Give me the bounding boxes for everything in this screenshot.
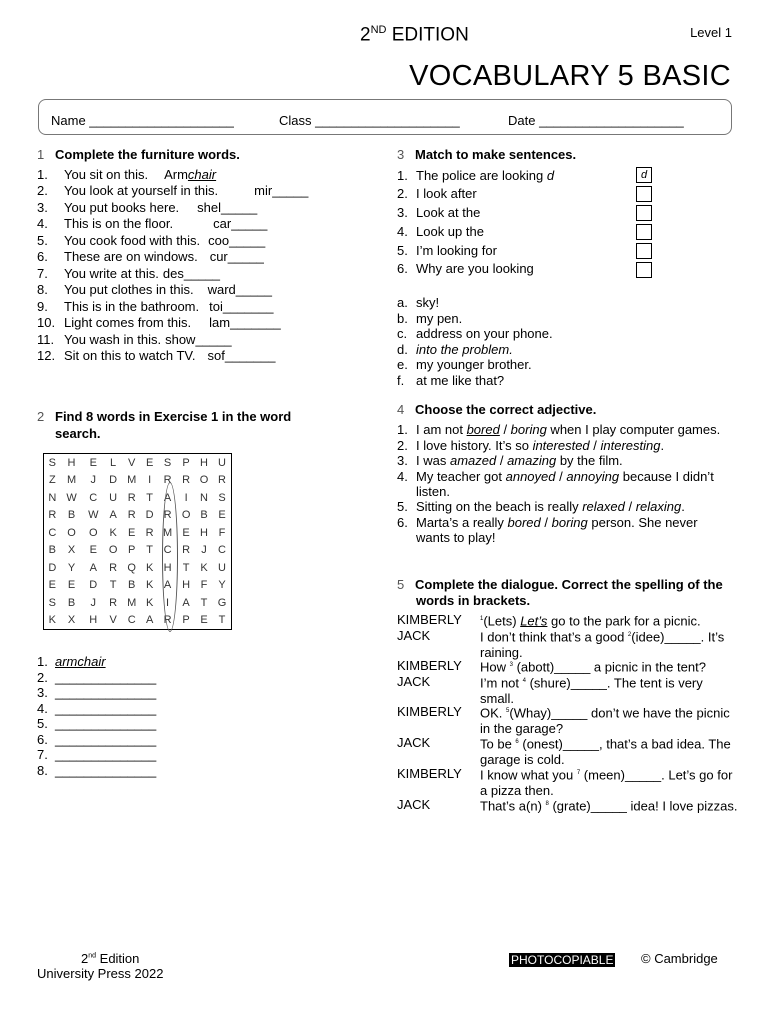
grid-letter: X <box>67 544 76 557</box>
list-item: 2. I love history. It’s so interested / interesting. <box>397 437 665 453</box>
grid-letter: O <box>181 509 191 522</box>
grid-letter: R <box>182 474 191 487</box>
grid-letter: E <box>145 456 154 469</box>
grid-letter: T <box>146 544 153 557</box>
speaker-name: KIMBERLY <box>397 704 462 719</box>
grid-letter: N <box>48 491 57 504</box>
exercise-2-answers <box>37 654 237 778</box>
exercise-3-heading: 3 Match to make sentences. <box>397 147 577 162</box>
list-item: 6. Why are you looking <box>397 261 534 277</box>
grid-letter: A <box>145 614 154 627</box>
grid-letter: V <box>109 614 117 627</box>
photocopiable-badge: PHOTOCOPIABLE <box>511 953 614 967</box>
grid-letter: K <box>145 596 154 609</box>
answer-line: 1. armchair <box>37 654 106 669</box>
footer-edition: 2nd Edition <box>81 951 140 966</box>
answer-box[interactable] <box>636 224 652 240</box>
class-field[interactable]: Class ____________________ <box>279 113 460 128</box>
grid-letter: D <box>145 509 154 522</box>
grid-letter: A <box>182 596 190 609</box>
grid-letter: H <box>200 526 208 539</box>
grid-letter: K <box>145 579 154 592</box>
grid-letter: I <box>184 491 188 504</box>
grid-letter: T <box>200 596 208 609</box>
grid-letter: I <box>148 474 152 487</box>
list-item: 5. You cook food with this. coo_____ <box>37 232 266 248</box>
grid-letter: F <box>218 526 226 539</box>
name-field[interactable]: Name ____________________ <box>51 113 234 128</box>
grid-letter: O <box>67 526 76 539</box>
list-item: 4. This is on the floor. car_____ <box>37 216 268 231</box>
grid-letter: J <box>90 474 97 487</box>
grid-letter: B <box>200 509 208 522</box>
answer-line[interactable]: 7. ______________ <box>37 747 157 762</box>
word-search-grid <box>43 453 232 630</box>
list-item: 8. You put clothes in this. ward_____ <box>37 282 272 297</box>
list-item: 4. My teacher got annoyed / annoying because I didn’t listen. <box>397 468 714 500</box>
answer-box[interactable] <box>636 262 652 278</box>
list-item: 4. Look up the <box>397 223 484 239</box>
grid-letter: D <box>89 579 98 592</box>
list-item: 1. You sit on this. Armchair <box>37 166 217 182</box>
answer-line[interactable]: 4. ______________ <box>37 700 157 716</box>
list-item: 6. These are on windows. cur_____ <box>37 249 264 264</box>
list-item: 9. This is in the bathroom. toi_______ <box>37 298 274 314</box>
grid-letter: E <box>89 456 97 469</box>
footer-copyright: © Cambridge <box>641 951 718 966</box>
grid-letter: E <box>200 614 208 627</box>
grid-letter: S <box>48 596 56 609</box>
grid-letter: M <box>66 474 77 487</box>
list-item: 1. I am not bored / boring when I play computer games. <box>397 422 721 438</box>
answer-line[interactable]: 6. ______________ <box>37 731 157 747</box>
option-item: a. sky! <box>397 295 440 310</box>
grid-letter: J <box>201 544 207 557</box>
page-title: VOCABULARY 5 BASIC <box>409 60 731 92</box>
grid-letter: R <box>163 474 172 487</box>
grid-letter: B <box>48 544 56 557</box>
speaker-name: JACK <box>397 674 431 689</box>
answer-box[interactable] <box>636 205 652 221</box>
grid-letter: V <box>128 456 136 469</box>
answer-line[interactable]: 5. ______________ <box>37 716 157 731</box>
grid-letter: E <box>48 579 56 592</box>
grid-letter: H <box>182 579 191 592</box>
grid-letter: U <box>218 456 226 469</box>
exercise-3 <box>397 147 737 279</box>
grid-letter: E <box>182 526 190 539</box>
grid-letter: E <box>128 526 136 539</box>
grid-letter: A <box>89 561 97 574</box>
grid-letter: R <box>48 509 57 522</box>
grid-letter: O <box>89 526 98 539</box>
speaker-name: KIMBERLY <box>397 766 462 781</box>
grid-letter: S <box>218 491 226 504</box>
answer-line[interactable]: 3. ______________ <box>37 685 157 700</box>
date-field[interactable]: Date ____________________ <box>508 113 684 128</box>
option-item: e. my younger brother. <box>397 357 532 373</box>
speaker-name: JACK <box>397 735 431 750</box>
grid-letter: O <box>108 544 118 557</box>
grid-letter: A <box>109 509 117 522</box>
grid-letter: C <box>127 614 136 627</box>
grid-letter: R <box>182 544 191 557</box>
grid-letter: B <box>67 596 76 609</box>
exercise-5-heading: 5 Complete the dialogue. Correct the spelling of the words in brackets. <box>397 577 723 608</box>
answer-line[interactable]: 2. ______________ <box>37 669 157 685</box>
list-item: 6. Marta’s a really bored / boring person. She never wants to play! <box>397 514 698 546</box>
list-item: 5. I’m looking for <box>397 242 497 258</box>
grid-letter: E <box>67 579 76 592</box>
grid-letter: E <box>89 544 97 557</box>
grid-letter: N <box>200 491 208 504</box>
grid-letter: E <box>218 509 226 522</box>
grid-letter: M <box>162 526 173 539</box>
list-item: 10. Light comes from this. lam_______ <box>37 315 281 330</box>
exercise-1-heading: 1 Complete the furniture words. <box>37 147 240 162</box>
answer-box[interactable] <box>636 186 652 202</box>
grid-letter: L <box>110 456 117 469</box>
list-item: 3. I was amazed / amazing by the film. <box>397 453 623 469</box>
grid-letter: A <box>163 579 172 592</box>
grid-letter: Q <box>127 561 136 574</box>
grid-letter: S <box>48 456 56 469</box>
grid-letter: T <box>109 579 117 592</box>
option-item: f. at me like that? <box>397 372 505 388</box>
grid-letter: T <box>182 561 190 574</box>
grid-letter: R <box>163 614 172 627</box>
exercise-3-options <box>397 295 697 389</box>
exercise-1 <box>37 147 367 365</box>
grid-letter: U <box>218 561 226 574</box>
answer-box[interactable] <box>636 243 652 259</box>
grid-letter: O <box>199 474 209 487</box>
grid-letter: M <box>127 474 137 487</box>
grid-letter: M <box>127 596 137 609</box>
edition-label: 2ND EDITION <box>360 24 469 46</box>
grid-letter: H <box>67 456 76 469</box>
grid-letter: T <box>218 614 226 627</box>
grid-letter: H <box>89 614 98 627</box>
grid-letter: R <box>127 491 136 504</box>
grid-letter: J <box>90 596 97 609</box>
exercise-1-list <box>37 167 367 365</box>
speaker-name: JACK <box>397 628 431 643</box>
grid-letter: C <box>89 491 98 504</box>
grid-letter: A <box>163 491 172 504</box>
grid-letter: K <box>200 561 208 574</box>
option-item: d. into the problem. <box>397 341 513 357</box>
grid-letter: R <box>109 561 118 574</box>
grid-letter: P <box>128 544 136 557</box>
grid-letter: K <box>109 526 117 539</box>
footer-publisher: University Press 2022 <box>37 966 164 981</box>
grid-letter: F <box>200 579 208 592</box>
grid-letter: W <box>88 509 99 522</box>
grid-letter: B <box>67 509 76 522</box>
grid-letter: Y <box>67 561 76 574</box>
grid-letter: C <box>163 544 172 557</box>
exercise-4-heading: 4 Choose the correct adjective. <box>397 402 597 417</box>
answer-line[interactable]: 8. ______________ <box>37 762 157 778</box>
grid-letter: P <box>182 614 190 627</box>
grid-letter: P <box>182 456 190 469</box>
list-item: 7. You write at this. des_____ <box>37 265 221 281</box>
list-item: 5. Sitting on the beach is really relaxed / relaxing. <box>397 499 685 515</box>
list-item: 3. Look at the <box>397 205 481 221</box>
grid-letter: U <box>109 491 118 504</box>
list-item: 12. Sit on this to watch TV. sof_______ <box>37 348 276 363</box>
grid-letter: R <box>218 474 226 487</box>
grid-letter: R <box>127 509 136 522</box>
grid-letter: K <box>145 561 154 574</box>
option-item: b. my pen. <box>397 310 463 326</box>
grid-letter: Z <box>48 474 56 487</box>
list-item: 2. I look after <box>397 186 477 202</box>
speaker-name: KIMBERLY <box>397 612 462 627</box>
grid-letter: R <box>145 526 154 539</box>
list-item: 1. The police are looking d <box>397 167 555 183</box>
grid-letter: I <box>166 596 170 609</box>
grid-letter: D <box>48 561 57 574</box>
grid-letter: D <box>109 474 118 487</box>
grid-letter: H <box>200 456 208 469</box>
grid-letter: R <box>109 596 118 609</box>
found-word-circle <box>162 482 178 632</box>
answer-box: d <box>636 167 652 183</box>
grid-letter: H <box>163 561 172 574</box>
grid-letter: Y <box>218 579 226 592</box>
grid-letter: T <box>146 491 153 504</box>
speaker-name: JACK <box>397 797 431 812</box>
list-item: 2. You look at yourself in this. mir_____ <box>37 183 309 198</box>
option-item: c. address on your phone. <box>397 326 553 342</box>
grid-letter: K <box>48 614 56 627</box>
level-label: Level 1 <box>690 25 732 40</box>
list-item: 3. You put books here. shel_____ <box>37 199 258 215</box>
grid-letter: R <box>163 509 172 522</box>
grid-letter: C <box>218 544 226 557</box>
list-item: 11. You wash in this. show_____ <box>37 331 232 347</box>
grid-letter: W <box>66 491 77 504</box>
grid-letter: G <box>217 596 227 609</box>
speaker-name: KIMBERLY <box>397 658 462 673</box>
grid-letter: X <box>67 614 76 627</box>
grid-letter: C <box>48 526 57 539</box>
grid-letter: B <box>128 579 136 592</box>
grid-letter: S <box>163 456 172 469</box>
exercise-2-heading: 2 Find 8 words in Exercise 1 in the word search. <box>37 409 292 441</box>
exercise-4 <box>397 402 729 546</box>
exercise-2 <box>37 409 337 442</box>
